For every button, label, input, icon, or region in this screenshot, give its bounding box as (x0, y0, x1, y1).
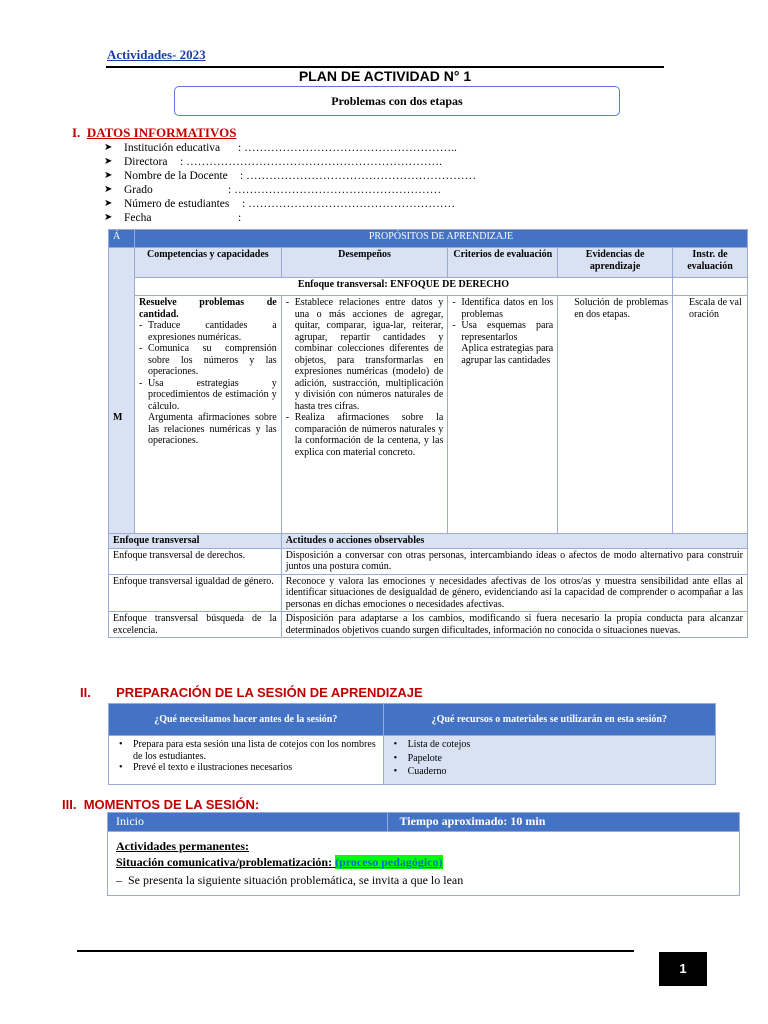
evidence-cell: Solución de problemas en dos etapas. (558, 296, 673, 534)
attitude-enfoque: Enfoque transversal búsqueda de la excelencia. (109, 612, 282, 638)
attitude-accion: Disposición para adaptarse a los cambios, modificando si fuera necesario la propia conducta para alcanzar determinados objetivos cuando surgen dificultades, información no conocida o situaciones nuevas. (281, 612, 747, 638)
moments-table (107, 812, 740, 896)
attitude-enfoque: Enfoque transversal igualdad de género. (109, 574, 282, 612)
section2-heading (80, 685, 423, 700)
subtitle-box: Problemas con dos etapas (174, 86, 620, 116)
capacity-item: - Usa estrategias y procedimientos de estimación y cálculo. (139, 378, 277, 413)
transversal-row: Enfoque transversal: ENFOQUE DE DERECHO (134, 278, 672, 296)
footer-rule (77, 950, 634, 952)
capacity-item: - Comunica su comprensión sobre los números y las operaciones. (139, 343, 277, 378)
attitude-enfoque: Enfoque transversal de derechos. (109, 548, 282, 574)
prep-needs-cell (109, 736, 384, 785)
phase-time: Tiempo aproximado: 10 min (387, 813, 739, 832)
section1-heading (72, 125, 236, 141)
preparation-table (108, 703, 716, 785)
header-desempenos: Desempeños (281, 248, 448, 278)
header-instrumentos: Instr. de evaluación (673, 248, 748, 278)
section3-heading (62, 797, 259, 812)
performance-item: - Realiza afirmaciones sobre la comparación de números naturales y la conformación de la centena, y las explica con material concreto. (286, 412, 444, 458)
performance-item: - Establece relaciones entre datos y una o más acciones de agregar, quitar, comparar, igua-lar, reiterar, agrupar, repartir cantidades y combinar colecciones diferentes de objetos, para transformarlas en expresiones numéricas (modelo) de adición, sustracción, multiplicación y división con números naturales de hasta tres cifras. (286, 297, 444, 412)
criteria-extra: Aplica estrategias para agrupar las cantidades (461, 343, 554, 366)
section2-title: PREPARACIÓN DE LA SESIÓN DE APRENDIZAJE (116, 685, 423, 700)
competence-cell (134, 296, 281, 534)
info-value: : …………………………………………………………. (180, 156, 442, 168)
header-criterios: Criterios de evaluación (448, 248, 558, 278)
info-value: : ……………………………………………… (228, 184, 442, 196)
info-item (104, 169, 477, 183)
info-label: Grado (124, 184, 153, 196)
capacity-item: - Traduce cantidades a expresiones numéricas. (139, 320, 277, 343)
header-evidencias: Evidencias de aprendizaje (558, 248, 673, 278)
dash-marker: – (116, 873, 122, 888)
situation-label: Situación comunicativa/problematización: (116, 855, 333, 870)
info-value: : ……………………………………………….. (238, 142, 457, 154)
section3-title: MOMENTOS DE LA SESIÓN: (83, 797, 260, 812)
area-label: M (113, 412, 123, 423)
section3-number: III. (62, 797, 77, 812)
top-link[interactable]: Actividades- 2023 (107, 47, 206, 62)
info-label: Fecha (124, 212, 152, 224)
page-number: 1 (659, 952, 707, 986)
section1-number: I. (72, 125, 81, 140)
prep-header-resources: ¿Qué recursos o materiales se utilizarán en esta sesión? (383, 704, 715, 736)
attitude-accion: Disposición a conversar con otras personas, intercambiando ideas o afectos de modo alternativo para construir juntos una postura común. (281, 548, 747, 574)
situation-heading (116, 854, 731, 870)
phase-label: Inicio (108, 813, 388, 832)
info-item (104, 141, 457, 155)
attitudes-header-enfoque: Enfoque transversal (109, 534, 282, 549)
attitude-accion: Reconoce y valora las emociones y necesidades afectivas de los otros/as y muestra sensibilidad ante ellas al identificar situaciones de desigualdad de género, evidenciando así la capacidad de comprender o acompañar a las personas en dichas emociones o necesidades afectivas. (281, 574, 747, 612)
info-label: Nombre de la Docente (124, 170, 228, 182)
prep-need-item: • Prevé el texto e ilustraciones necesarios (115, 762, 377, 774)
prep-need-item: • Prepara para esta sesión una lista de cotejos con los nombres de los estudiantes. (115, 739, 377, 762)
info-label: Número de estudiantes (124, 198, 230, 210)
header-competencias: Competencias y capacidades (134, 248, 281, 278)
performance-cell (281, 296, 448, 534)
attitudes-header-acciones: Actitudes o acciones observables (281, 534, 747, 549)
info-item (104, 155, 442, 169)
info-item (104, 211, 242, 225)
section2-number: II. (80, 685, 91, 700)
criteria-cell (448, 296, 558, 534)
process-highlight: (proceso pedagógico) (335, 855, 443, 870)
criteria-item: - Usa esquemas para representarlos (452, 320, 553, 343)
section1-title: DATOS INFORMATIVOS (86, 125, 237, 140)
purposes-table (108, 229, 748, 638)
info-label: Institución educativa (124, 142, 221, 154)
prep-resource-item: • Papelote (390, 753, 709, 765)
instrument-cell: Escala de valoración (673, 296, 748, 534)
info-value: : ……………………………………………… (242, 198, 456, 210)
transversal-empty-cell (673, 278, 748, 296)
prep-resource-item: • Cuaderno (390, 766, 709, 778)
info-label: Directora (124, 156, 168, 168)
capacity-extra: Argumenta afirmaciones sobre las relaciones numéricas y las operaciones. (147, 412, 277, 446)
situation-line (116, 872, 731, 888)
info-item (104, 183, 442, 197)
info-value: : (238, 212, 242, 224)
situation-text: Se presenta la siguiente situación problemática, se invita a que lo lean (128, 873, 464, 888)
prep-header-needs: ¿Qué necesitamos hacer antes de la sesión? (109, 704, 384, 736)
info-list (104, 141, 477, 225)
purposes-band-title: PROPÓSITOS DE APRENDIZAJE (134, 230, 747, 248)
table-corner-cell: Á (109, 230, 135, 248)
area-cell (109, 248, 135, 534)
activities-heading: Actividades permanentes: (116, 839, 249, 853)
competence-title: Resuelve problemas de cantidad. (138, 297, 277, 320)
criteria-item: - Identifica datos en los problemas (452, 297, 553, 320)
phase-content (108, 832, 740, 896)
prep-resources-cell (383, 736, 715, 785)
info-item (104, 197, 456, 211)
info-value: : …………………………………………………… (240, 170, 477, 182)
plan-title: PLAN DE ACTIVIDAD N° 1 (298, 68, 472, 84)
prep-resource-item: • Lista de cotejos (390, 739, 709, 751)
